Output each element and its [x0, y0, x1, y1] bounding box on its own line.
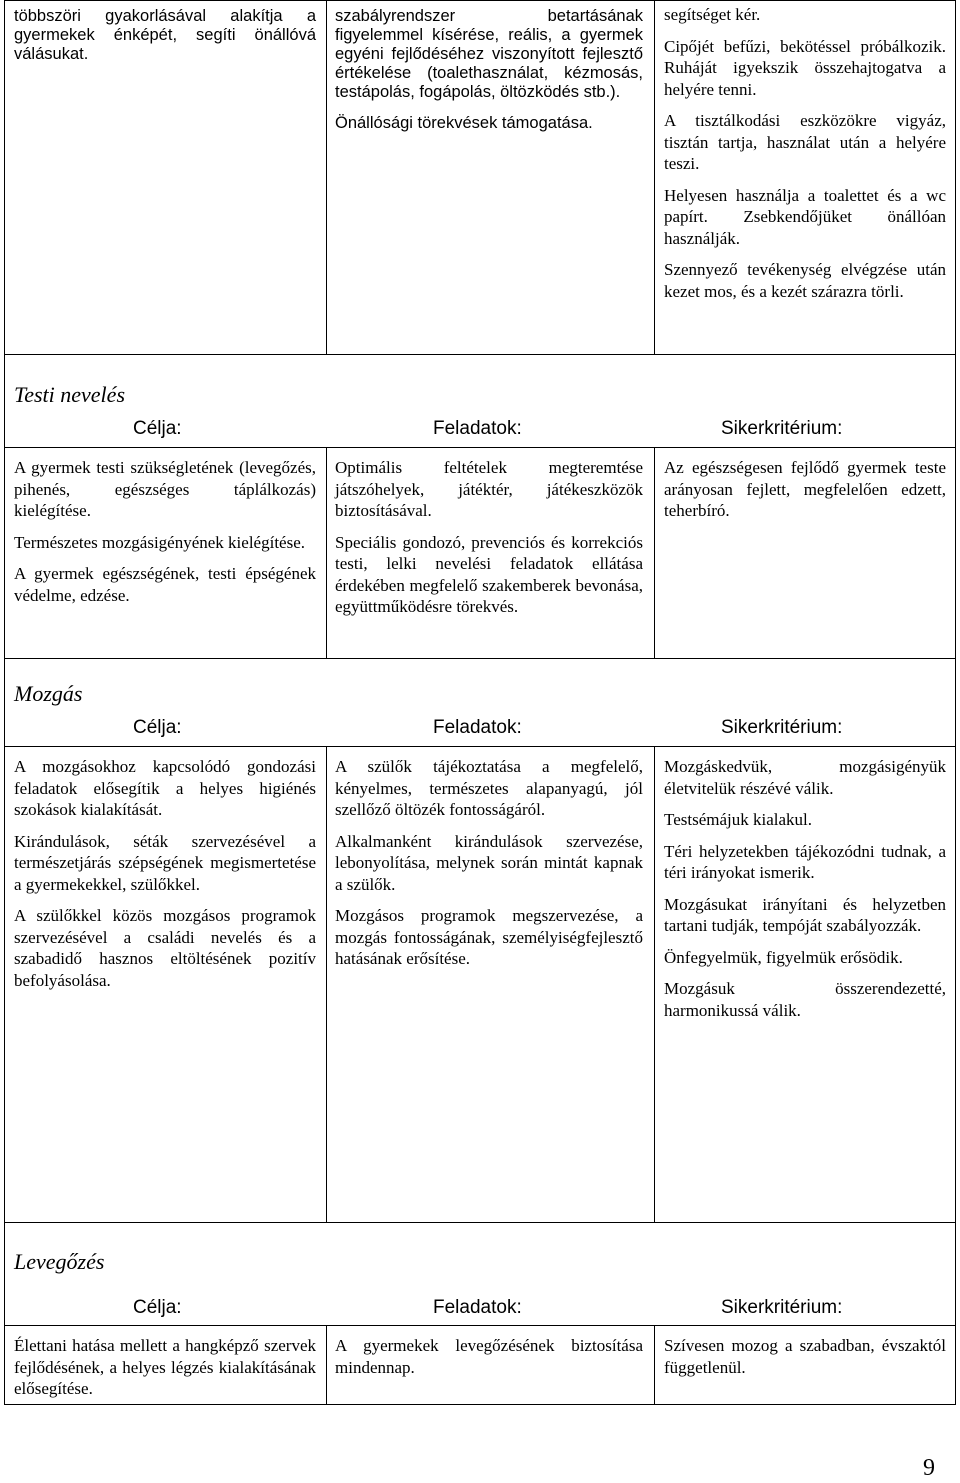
table-border-right: [955, 0, 956, 354]
table-border-left: [4, 0, 5, 354]
task-item: A gyermekek levegőzésének biztosítása mindennap.: [335, 1336, 643, 1377]
mozgas-col-siker: [664, 756, 946, 1031]
goal-item: A gyermek testi szükségletének (levegőzés, pihenés, egészséges táplálkozás) kielégítése.: [14, 458, 316, 520]
header-celja: Célja:: [133, 717, 182, 738]
header-feladatok: Feladatok:: [433, 717, 522, 738]
table-divider-2: [654, 0, 655, 354]
criterion-item: Mozgásuk összerendezetté, harmonikussá válik.: [664, 979, 946, 1020]
testi-col-siker: [664, 457, 946, 532]
goal-item: A szülőkkel közös mozgásos programok szervezésével a családi nevelés és a szabadidő hasznos eltöltésének pozitív befolyásolása.: [14, 906, 316, 990]
mozgas-col-celja: [14, 756, 316, 1001]
section-border-bottom: [4, 658, 956, 659]
goal-item: A mozgásokhoz kapcsolódó gondozási feladatok elősegítik a helyes higiénés szokások kialakítását.: [14, 757, 316, 819]
criterion-item: Testsémájuk kialakul.: [664, 810, 812, 829]
goal-item: Természetes mozgásigényének kielégítése.: [14, 532, 305, 552]
section-border-right: [955, 658, 956, 1222]
table-divider-1: [326, 0, 327, 354]
top-col2-text-1: szabályrendszer betartásának figyelemmel kísérése, reális, a gyermek egyéni fejlődéséhez viszonyított fejlesztő értékelése (toalethasználat, kézmosás, testápolás, fogápolás, öltözködés stb.).: [335, 7, 643, 101]
header-underline: [4, 746, 956, 747]
column-divider-2: [654, 447, 655, 658]
testi-col-feladatok: [335, 457, 643, 628]
header-underline: [4, 1325, 956, 1326]
section-title: Mozgás: [14, 681, 83, 706]
task-item: Alkalmanként kirándulások szervezése, lebonyolítása, melynek során mintát kapnak a szülők.: [335, 831, 643, 894]
top-col3-text-2: Cipőjét befűzi, bekötéssel próbálkozik. Ruháját igyekszik összehajtogatva a helyére tenni.: [664, 36, 946, 99]
goal-item: Élettani hatása mellett a hangképző szervek fejlődésének, a helyes légzés kialakításának elősegítése.: [14, 1336, 316, 1398]
header-underline: [4, 447, 956, 448]
page-number: 9: [923, 1455, 935, 1481]
column-divider-1: [326, 746, 327, 1222]
table-border-bottom: [4, 354, 956, 355]
top-col2-text-2: Önállósági törekvések támogatása.: [335, 114, 593, 132]
top-col3-text-3: A tisztálkodási eszközökre vigyáz, tisztán tartja, használat után a helyére teszi.: [664, 111, 946, 173]
header-celja: Célja:: [133, 1297, 182, 1318]
criterion-item: Az egészségesen fejlődő gyermek teste arányosan fejlett, megfelelően edzett, teherbíró.: [664, 458, 946, 520]
top-col1: [14, 7, 316, 74]
column-divider-2: [654, 746, 655, 1222]
section-border-left: [4, 354, 5, 658]
mozgas-col-feladatok: [335, 756, 643, 980]
task-item: Mozgásos programok megszervezése, a mozgás fontosságának, személyiségfejlesztő hatásának erősítése.: [335, 906, 643, 968]
top-border: [4, 0, 956, 1]
criterion-item: Mozgáskedvük, mozgásigényük életvitelük részévé válik.: [664, 757, 946, 798]
criterion-item: Mozgásukat irányítani és helyzetben tartani tudják, tempóját szabályozzák.: [664, 894, 946, 935]
levegozes-col-celja: [14, 1335, 316, 1410]
section-border-right: [955, 1222, 956, 1404]
section-border-left: [4, 658, 5, 1222]
header-sikerkriterium: Sikerkritérium:: [721, 1297, 843, 1318]
top-col2: [335, 7, 643, 143]
header-feladatok: Feladatok:: [433, 1297, 522, 1318]
top-col3-text-1: segítséget kér.: [664, 5, 761, 24]
goal-item: A gyermek egészségének, testi épségének védelme, edzése.: [14, 564, 316, 605]
top-col1-text: többszöri gyakorlásával alakítja a gyermekek énképét, segíti önállóvá válásukat.: [14, 7, 316, 63]
section-border-left: [4, 1222, 5, 1404]
column-divider-1: [326, 447, 327, 658]
section-border-bottom: [4, 1222, 956, 1223]
column-divider-1: [326, 1325, 327, 1404]
testi-col-celja: [14, 457, 316, 616]
task-item: Optimális feltételek megteremtése játszóhelyek, játéktér, játékeszközök biztosításával.: [335, 458, 643, 520]
goal-item: Kirándulások, séták szervezésével a természetjárás szépségének megismertetése a gyermekekkel, szülőkkel.: [14, 831, 316, 894]
top-col3-text-4: Helyesen használja a toalettet és a wc papírt. Zsebkendőjüket önállóan használják.: [664, 185, 946, 248]
criterion-item: Önfegyelmük, figyelmük erősödik.: [664, 947, 903, 967]
task-item: A szülők tájékoztatása a megfelelő, kényelmes, természetes alapanyagú, jól szellőző öltözék fontosságáról.: [335, 757, 643, 819]
levegozes-col-feladatok: [335, 1335, 643, 1388]
levegozes-col-siker: [664, 1335, 946, 1388]
header-sikerkriterium: Sikerkritérium:: [721, 717, 843, 738]
criterion-item: Téri helyzetekben tájékozódni tudnak, a téri irányokat ismerik.: [664, 841, 946, 882]
task-item: Speciális gondozó, prevenciós és korrekciós testi, lelki nevelési feladatok ellátása érdekében megfelelő szakemberek bevonása, együttműködésre törekvés.: [335, 532, 643, 616]
criterion-item: Szívesen mozog a szabadban, évszaktól függetlenül.: [664, 1336, 946, 1377]
section-border-right: [955, 354, 956, 658]
top-col3: [664, 4, 946, 312]
top-col3-text-5: Szennyező tevékenység elvégzése után kezet mos, és a kezét szárazra törli.: [664, 260, 946, 301]
section-title: Testi nevelés: [14, 382, 125, 407]
header-sikerkriterium: Sikerkritérium:: [721, 418, 843, 439]
section-title: Levegőzés: [14, 1249, 105, 1274]
column-divider-2: [654, 1325, 655, 1404]
header-feladatok: Feladatok:: [433, 418, 522, 439]
header-celja: Célja:: [133, 418, 182, 439]
